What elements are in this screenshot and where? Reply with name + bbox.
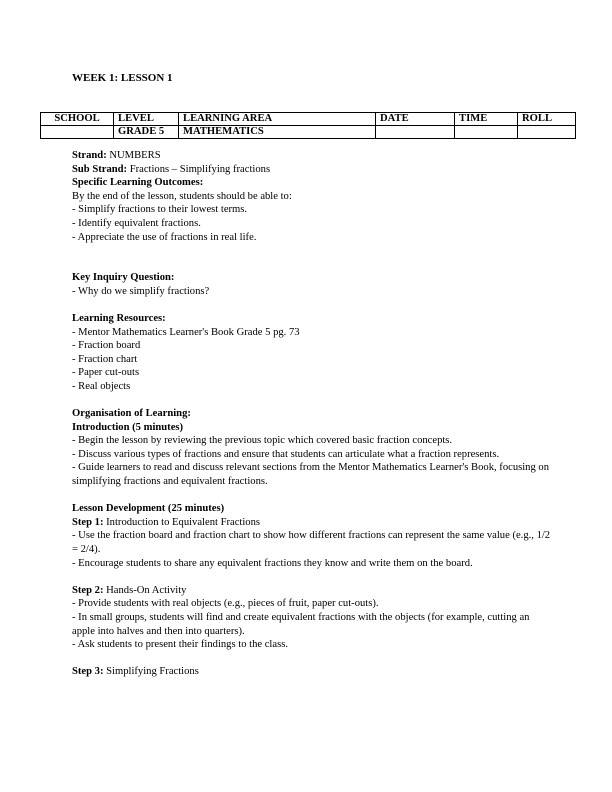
step3-title: Simplifying Fractions (103, 666, 199, 678)
cell-roll (518, 126, 576, 139)
list-item: - Simplify fractions to their lowest terms. (72, 204, 248, 216)
list-item: - Identify equivalent fractions. (72, 217, 201, 229)
header-school: SCHOOL (41, 113, 114, 126)
sub-strand-value: Fractions – Simplifying fractions (127, 163, 271, 175)
lesson-content (72, 149, 552, 679)
header-learning-area: LEARNING AREA (179, 113, 376, 126)
cell-date (376, 126, 455, 139)
list-item: - Provide students with real objects (e.g., pieces of fruit, paper cut-outs). (72, 598, 379, 610)
step3-line (72, 665, 552, 679)
list-item: - Encourage students to share any equivalent fractions they know and write them on the board. (72, 557, 473, 569)
lesson-info-table (40, 112, 576, 139)
list-item: - Fraction board (72, 340, 141, 352)
step1-title: Introduction to Equivalent Fractions (103, 516, 261, 528)
strand-label: Strand: (72, 150, 107, 161)
list-item: - Mentor Mathematics Learner's Book Grade 5 pg. 73 (72, 326, 300, 338)
cell-level: GRADE 5 (114, 126, 179, 139)
cell-learning-area: MATHEMATICS (179, 126, 376, 139)
list-item: - Fraction chart (72, 353, 138, 365)
lesson-title: WEEK 1: LESSON 1 (72, 72, 173, 84)
list-item: - Begin the lesson by reviewing the previous topic which covered basic fraction concepts. (72, 435, 453, 447)
organisation-heading: Organisation of Learning: (72, 408, 191, 420)
step2-title: Hands-On Activity (103, 584, 187, 596)
step3-label: Step 3: (72, 666, 104, 678)
list-item: - Real objects (72, 380, 131, 392)
list-item: - Appreciate the use of fractions in real life. (72, 231, 257, 243)
step2-line (72, 584, 552, 598)
list-item: - Paper cut-outs (72, 367, 140, 379)
header-time: TIME (455, 113, 518, 126)
sub-strand-line (72, 163, 552, 177)
step1-label: Step 1: (72, 516, 104, 528)
table-data-row (41, 126, 576, 139)
header-level: LEVEL (114, 113, 179, 126)
table-header-row (41, 113, 576, 126)
step2-label: Step 2: (72, 584, 104, 596)
header-roll: ROLL (518, 113, 576, 126)
list-item: - Guide learners to read and discuss relevant sections from the Mentor Mathematics Learner's Book, focusing on simplifying fractions and equivalent fractions. (72, 462, 550, 488)
sub-strand-label: Sub Strand: (72, 163, 128, 175)
list-item: - Discuss various types of fractions and ensure that students can articulate what a fraction represents. (72, 448, 500, 460)
header-date: DATE (376, 113, 455, 126)
cell-time (455, 126, 518, 139)
resources-heading: Learning Resources: (72, 312, 166, 324)
strand-value: NUMBERS (106, 150, 161, 161)
step1-line (72, 516, 552, 530)
outcomes-intro: By the end of the lesson, students should be able to: (72, 190, 292, 202)
list-item: - In small groups, students will find and create equivalent fractions with the objects (for example, cutting an apple into halves and then into quarters). (72, 612, 530, 637)
cell-school (41, 126, 114, 139)
list-item: - Why do we simplify fractions? (72, 285, 210, 297)
strand-line (72, 149, 552, 163)
outcomes-heading: Specific Learning Outcomes: (72, 177, 204, 189)
list-item: - Ask students to present their findings to the class. (72, 639, 288, 651)
introduction-heading: Introduction (5 minutes) (72, 421, 184, 433)
development-heading: Lesson Development (25 minutes) (72, 503, 225, 515)
list-item: - Use the fraction board and fraction chart to show how different fractions can represent the same value (e.g., 1/2 = 2/4). (72, 530, 551, 556)
inquiry-heading: Key Inquiry Question: (72, 272, 175, 284)
